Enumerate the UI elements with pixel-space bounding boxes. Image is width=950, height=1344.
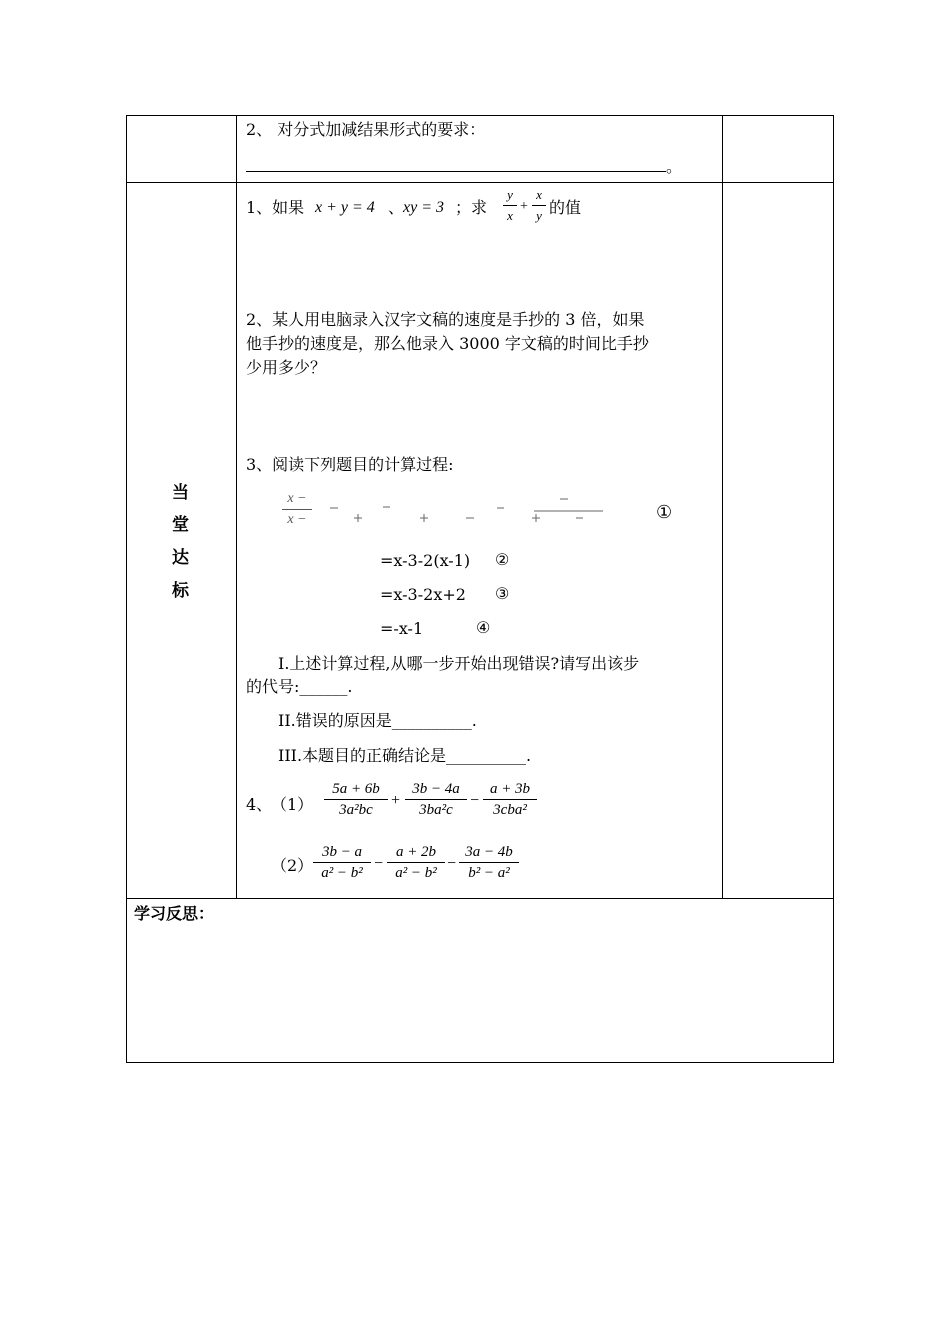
q4-p2-f1-den: a² − b²: [321, 865, 363, 881]
table-top-border: [126, 115, 834, 116]
q4-part1-op-1: +: [391, 792, 401, 809]
q1-sep: 、: [388, 198, 405, 217]
item2-end-mark: 。: [666, 157, 683, 176]
table-col-divider-2: [722, 115, 723, 899]
q4-p2-f3-den: b² − a²: [468, 865, 510, 881]
reflection-label: 学习反思：: [134, 904, 215, 923]
q3-step4: =-x-1: [380, 619, 424, 638]
q1-cond2: xy = 3: [403, 199, 444, 216]
q1-frac1-num: y: [507, 187, 513, 202]
reflection-writing-area[interactable]: [128, 928, 832, 1060]
q4-p1-f1-den: 3a²bc: [339, 802, 373, 818]
q3-question-II: II.错误的原因是__________.: [278, 711, 477, 730]
q3-title: 3、阅读下列题目的计算过程:: [246, 455, 454, 474]
q2-line-3: 少用多少？: [246, 358, 327, 377]
q1-plus: +: [520, 199, 528, 214]
q3-question-I-line-2: 的代号:______.: [246, 677, 353, 696]
q4-part1-fraction-2: [405, 780, 467, 819]
q2-line-2: 他手抄的速度是，那么他录入 3000 字文稿的时间比手抄: [246, 334, 649, 353]
table-row-divider-2: [126, 898, 834, 899]
item2-label: 2、 对分式加减结果形式的要求：: [246, 120, 486, 139]
q3-step1-marker: ①: [656, 502, 673, 523]
q4-p2-f3-num: 3a − 4b: [465, 844, 513, 860]
table-bottom-border: [126, 1062, 834, 1063]
q4-part2-fraction-2: [387, 843, 445, 882]
q4-part2-fraction-1: [313, 843, 371, 882]
q4-p1-f1-num: 5a + 6b: [332, 781, 380, 797]
q3-step4-marker: ④: [476, 618, 491, 637]
q1-suffix: 的值: [549, 198, 582, 217]
table-row-divider-1: [126, 182, 834, 183]
q4-part1-fraction-1: [324, 780, 388, 819]
q4-part1-fraction-3: [483, 780, 537, 819]
q2-line-1: 2、某人用电脑录入汉字文稿的速度是手抄的 3 倍，如果: [246, 310, 645, 329]
q4-part2-op-2: −: [447, 855, 457, 872]
q1-frac2-den: y: [536, 208, 542, 223]
q4-p2-f3-bar: [459, 862, 519, 863]
q4-p2-f2-den: a² − b²: [395, 865, 437, 881]
q3-expr-bar: [282, 509, 312, 510]
q3-expr-den: x −: [287, 512, 307, 527]
q4-part2-label: （2）: [271, 856, 314, 875]
q1-prefix: 1、如果: [246, 198, 305, 217]
q4-p1-f3-num: a + 3b: [489, 781, 531, 797]
q4-p1-f2-den: 3ba²c: [419, 802, 453, 818]
q3-step2-marker: ②: [495, 550, 510, 569]
section-label-char-4: 标: [172, 581, 189, 601]
q3-step3: =x-3-2x+2: [380, 585, 466, 604]
section-label-char-2: 堂: [172, 515, 189, 535]
item2-blank-line: [246, 171, 666, 172]
q1-fraction-2: [532, 186, 546, 225]
q3-expr-num: x −: [287, 491, 307, 506]
q4-p2-f1-bar: [313, 862, 371, 863]
q4-part1-op-2: −: [470, 792, 480, 809]
section-label-char-1: 当: [172, 483, 189, 503]
q3-question-I-line-1: I.上述计算过程,从哪一步开始出现错误?请写出该步: [278, 654, 640, 673]
q1-fraction-1: [503, 186, 517, 225]
q4-part2-fraction-3: [459, 843, 519, 882]
q1-frac1-bar: [503, 205, 517, 206]
table-col-divider-1: [236, 115, 237, 899]
q1-frac2-bar: [532, 205, 546, 206]
q4-p2-f2-bar: [387, 862, 445, 863]
q3-expression-fraction: [282, 490, 312, 529]
q4-label: 4、: [246, 795, 273, 814]
q4-p1-f3-bar: [483, 799, 537, 800]
q3-question-III: III.本题目的正确结论是__________.: [278, 746, 532, 765]
q4-part1-label: （1）: [271, 795, 314, 814]
q1-frac1-den: x: [507, 208, 513, 223]
q4-p1-f1-bar: [324, 799, 388, 800]
q4-p1-f2-bar: [405, 799, 467, 800]
q4-p1-f2-num: 3b − 4a: [412, 781, 460, 797]
q3-step3-marker: ③: [495, 584, 510, 603]
q1-frac2-num: x: [536, 187, 542, 202]
q4-p2-f2-num: a + 2b: [395, 844, 437, 860]
q1-ask: ；求: [455, 198, 488, 217]
q1-cond1: x + y = 4: [315, 199, 375, 216]
q4-part2-op-1: −: [374, 855, 384, 872]
q4-p2-f1-num: 3b − a: [321, 844, 363, 860]
section-label-char-3: 达: [172, 548, 189, 568]
q4-p1-f3-den: 3cba²: [493, 802, 527, 818]
q3-expression-marks: [310, 490, 610, 532]
table-left-border: [126, 115, 127, 1063]
table-right-border: [833, 115, 834, 1063]
q3-step2: =x-3-2(x-1): [380, 551, 471, 570]
